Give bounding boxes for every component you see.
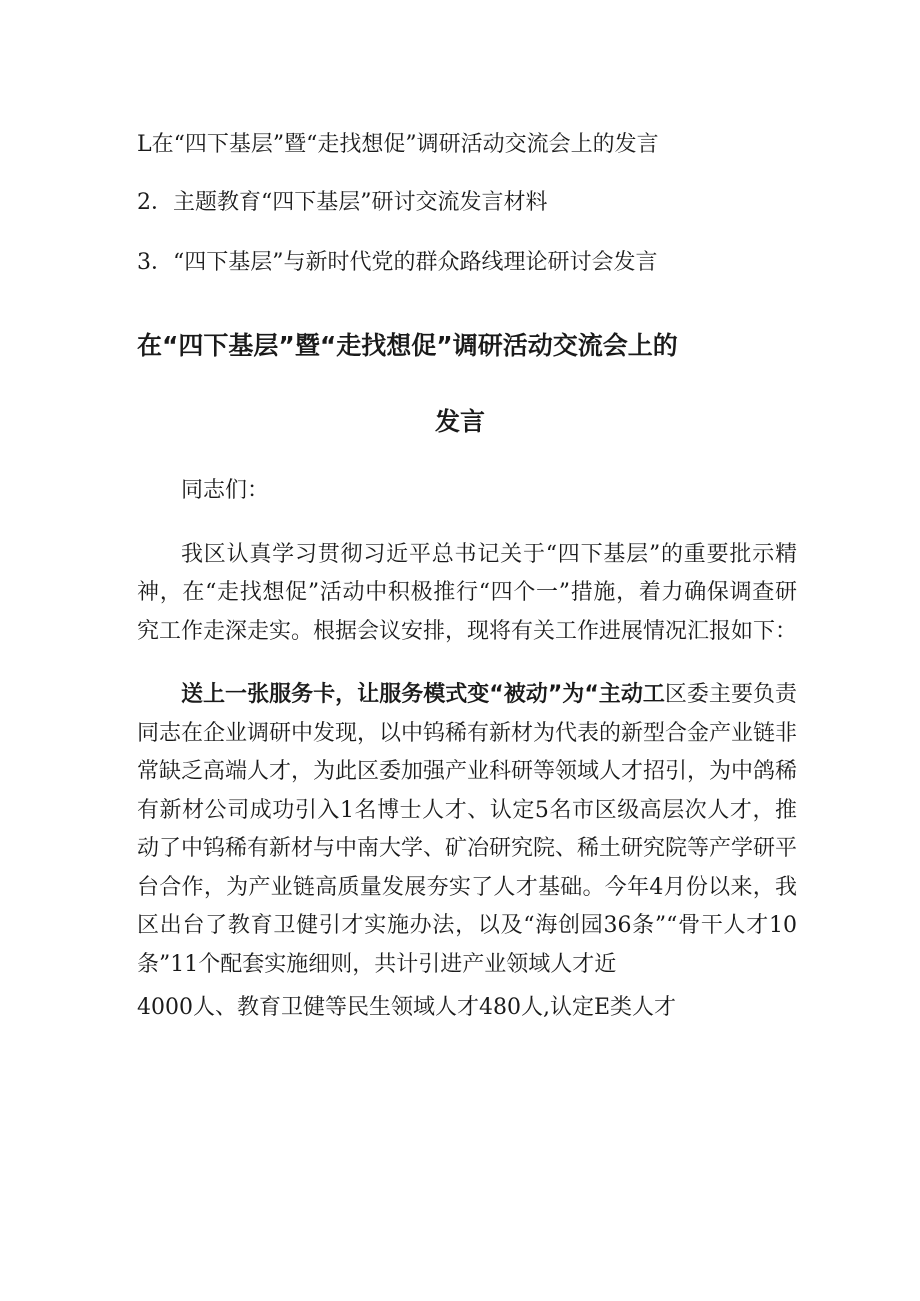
table-of-contents xyxy=(137,132,817,308)
paragraph-lead-heading: 送上一张服务卡，让服务模式变“被动”为“主动工 xyxy=(181,682,665,707)
document-title-line-2: 发言 xyxy=(434,407,485,436)
paragraph-intro: 我区认真学习贯彻习近平总书记关于“四下基层”的重要批示精神，在“走找想促”活动中积极推行“四个一”措施，着力确保调查研究工作走深走实。根据会议安排，现将有关工作进展情况汇报如下： xyxy=(137,541,798,644)
toc-item-2: 2．主题教育“四下基层”研讨交流发言材料 xyxy=(137,190,548,215)
paragraph-talent-body: 区委主要负责同志在企业调研中发现，以中钨稀有新材为代表的新型合金产业链非常缺乏高端人才，为此区委加强产业科研等领域人才招引，为中鸽稀有新材公司成功引入1名博士人才、认定5名市区级高层次人才，推动了中钨稀有新材与中南大学、矿冶研究院、稀土研究院等产学研平台合作，为产业链高质量发展夯实了人才基础。今年4月份以来，我区出台了教育卫健引才实施办法，以及“海创园36条”“骨干人才10条”11个配套实施细则，共计引进产业领域人才近 xyxy=(137,682,798,977)
paragraph-talent xyxy=(137,676,797,984)
paragraph-continuation: 4000人、教育卫健等民生领域人才480人,认定E类人才 xyxy=(137,995,677,1020)
document-title-line-1: 在“四下基层”暨“走找想促”调研活动交流会上的 xyxy=(137,331,678,360)
document-body xyxy=(137,472,797,1028)
greeting: 同志们： xyxy=(181,478,270,503)
toc-item-1: L在“四下基层”暨“走找想促”调研活动交流会上的发言 xyxy=(137,132,659,157)
toc-item-3: 3．“四下基层”与新时代党的群众路线理论研讨会发言 xyxy=(137,250,658,275)
